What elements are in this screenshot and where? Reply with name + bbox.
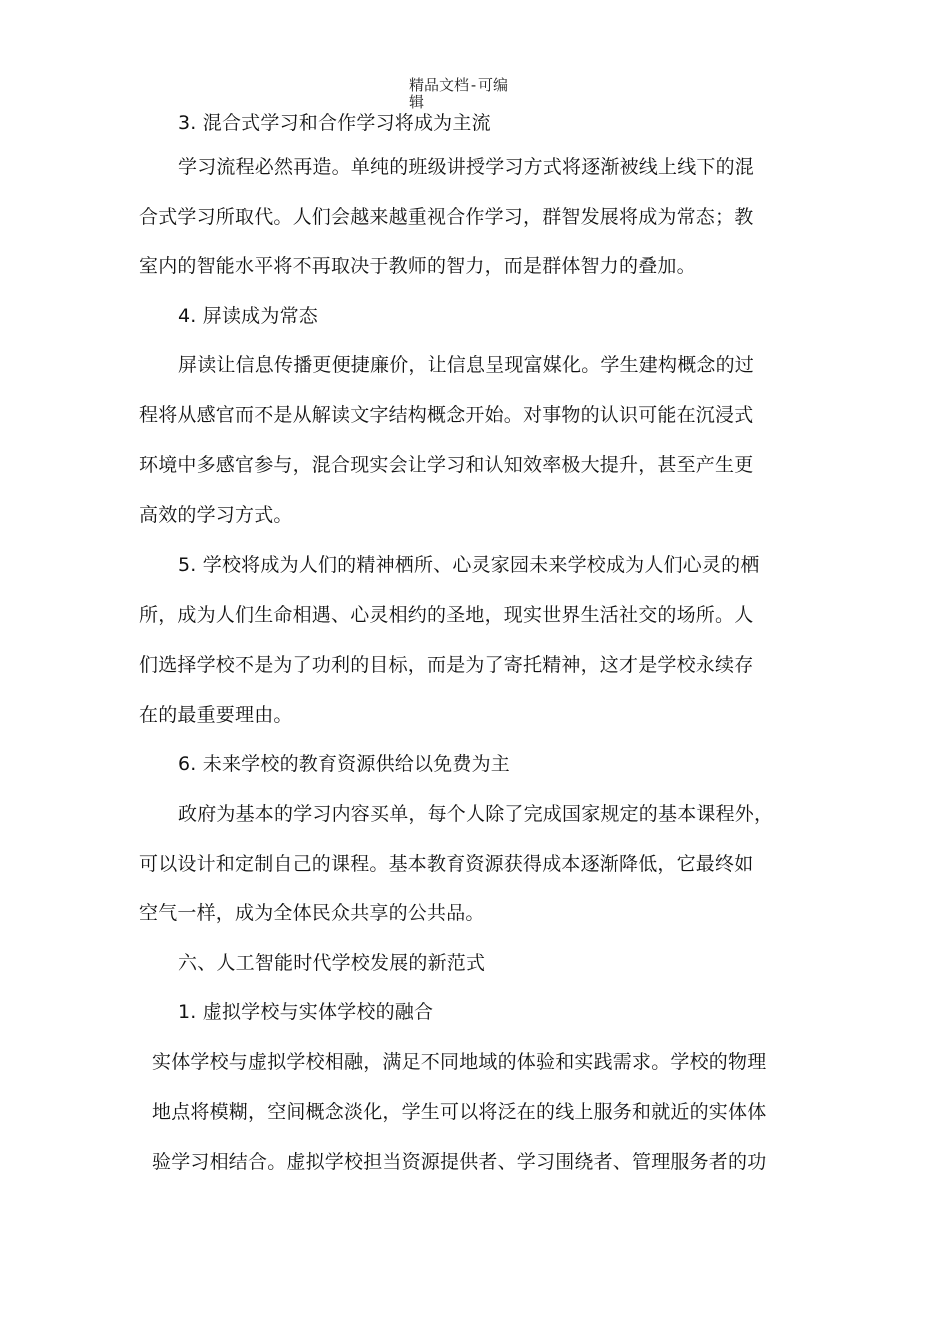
heading-5: 5. 学校将成为人们的精神栖所、心灵家园未来学校成为人们心灵的栖 <box>178 554 760 576</box>
paragraph-line: 室内的智能水平将不再取决于教师的智力，而是群体智力的叠加。 <box>139 255 696 277</box>
paragraph-line: 在的最重要理由。 <box>139 704 293 726</box>
page-header: 精品文档-可编辑 <box>409 76 509 111</box>
heading-4: 4. 屏读成为常态 <box>178 305 318 327</box>
paragraph-line: 实体学校与虚拟学校相融，满足不同地域的体验和实践需求。学校的物理 <box>152 1051 767 1073</box>
heading-3: 3. 混合式学习和合作学习将成为主流 <box>178 112 491 134</box>
subsection-heading: 1. 虚拟学校与实体学校的融合 <box>178 1001 434 1023</box>
paragraph-line: 所，成为人们生命相遇、心灵相约的圣地，现实世界生活社交的场所。人 <box>139 604 754 626</box>
paragraph-line: 屏读让信息传播更便捷廉价，让信息呈现富媒化。学生建构概念的过 <box>178 354 755 376</box>
paragraph-line: 可以设计和定制自己的课程。基本教育资源获得成本逐渐降低，它最终如 <box>139 853 754 875</box>
heading-6: 6. 未来学校的教育资源供给以免费为主 <box>178 753 510 775</box>
paragraph-line: 们选择学校不是为了功利的目标，而是为了寄托精神，这才是学校永续存 <box>139 654 754 676</box>
paragraph-line: 高效的学习方式。 <box>139 504 293 526</box>
paragraph-line: 地点将模糊，空间概念淡化，学生可以将泛在的线上服务和就近的实体体 <box>152 1101 767 1123</box>
paragraph-line: 政府为基本的学习内容买单，每个人除了完成国家规定的基本课程外， <box>178 803 774 825</box>
paragraph-line: 空气一样，成为全体民众共享的公共品。 <box>139 902 485 924</box>
paragraph-line: 程将从感官而不是从解读文字结构概念开始。对事物的认识可能在沉浸式 <box>139 404 754 426</box>
paragraph-line: 学习流程必然再造。单纯的班级讲授学习方式将逐渐被线上线下的混 <box>178 156 755 178</box>
paragraph-line: 环境中多感官参与，混合现实会让学习和认知效率极大提升，甚至产生更 <box>139 454 754 476</box>
section-heading: 六、人工智能时代学校发展的新范式 <box>178 952 486 974</box>
paragraph-line: 验学习相结合。虚拟学校担当资源提供者、学习围绕者、管理服务者的功 <box>152 1151 767 1173</box>
paragraph-line: 合式学习所取代。人们会越来越重视合作学习，群智发展将成为常态；教 <box>139 206 754 228</box>
